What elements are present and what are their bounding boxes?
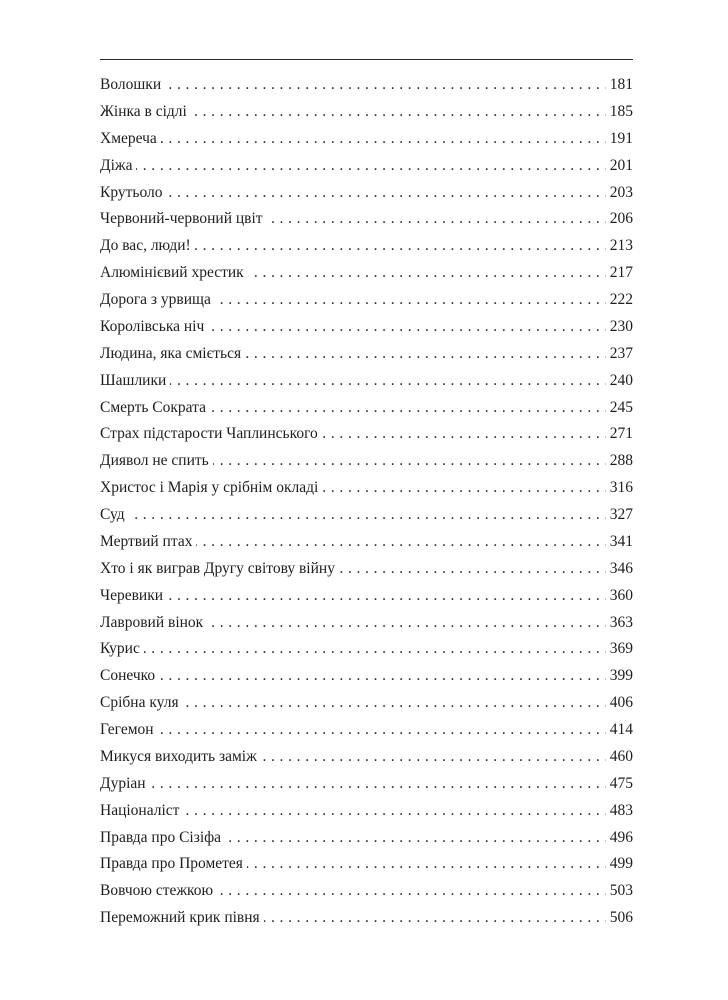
toc-entry-title: . . . Срібна куля [100,690,183,717]
toc-entry-page: 203 [606,180,633,207]
toc-entry-page: 185 [606,99,633,126]
toc-entry [100,610,633,637]
toc-entry-title: . . . Алюмінієвий хрестик [100,260,248,287]
toc-entry-page: 230 [606,314,633,341]
toc-entry-page: 316 [606,475,633,502]
toc-entry [100,153,633,180]
toc-entry [100,421,633,448]
toc-entry [100,690,633,717]
table-of-contents [100,72,633,932]
toc-entry-title: . . . Диявол не спить [100,448,213,475]
toc-entry [100,368,633,395]
toc-entry-page: 245 [606,395,633,422]
toc-entry-title: . . . Дорога з урвища [100,287,215,314]
toc-entry-title: . . . Мертвий птах [100,529,196,556]
toc-entry-page: 369 [606,636,633,663]
toc-entry-title: . . . Діжа [100,153,136,180]
toc-entry-title: . . . Суд [100,502,129,529]
toc-entry-page: 288 [606,448,633,475]
toc-entry-title: . . . Людина, яка сміється [100,341,245,368]
toc-entry-title: . . . Лавровий вінок [100,610,207,637]
toc-entry-title: . . . Христос і Марія у срібнім окладі [100,475,322,502]
toc-entry-page: 341 [606,529,633,556]
toc-entry [100,206,633,233]
toc-entry-page: 414 [606,717,633,744]
toc-entry-page: 191 [606,126,633,153]
toc-entry [100,475,633,502]
toc-entry-page: 240 [606,368,633,395]
toc-entry [100,72,633,99]
toc-entry [100,717,633,744]
toc-entry-title: . . . Дуріан [100,771,150,798]
toc-entry-title: . . . Смерть Сократа [100,395,210,422]
toc-entry-title: . . . Хмереча [100,126,161,153]
toc-entry [100,448,633,475]
toc-entry [100,636,633,663]
toc-entry [100,771,633,798]
toc-entry [100,502,633,529]
toc-entry-page: 363 [606,610,633,637]
toc-entry-page: 460 [606,744,633,771]
toc-entry-page: 475 [606,771,633,798]
toc-entry-page: 503 [606,878,633,905]
toc-entry-page: 181 [606,72,633,99]
toc-entry-title: . . . Шашлики [100,368,170,395]
toc-entry-title: . . . Жінка в сідлі [100,99,191,126]
toc-entry [100,663,633,690]
toc-entry-page: 271 [606,421,633,448]
toc-entry-page: 346 [606,556,633,583]
toc-entry [100,744,633,771]
toc-entry [100,314,633,341]
toc-entry-title: . . . Волошки [100,72,165,99]
toc-entry [100,287,633,314]
toc-entry-page: 399 [606,663,633,690]
toc-entry [100,341,633,368]
toc-entry-page: 213 [606,233,633,260]
toc-entry-page: 222 [606,287,633,314]
toc-entry [100,126,633,153]
toc-entry-title: . . . Гегемон [100,717,158,744]
toc-entry [100,556,633,583]
toc-entry-title: . . . Крутьоло [100,180,167,207]
toc-entry [100,395,633,422]
toc-entry [100,260,633,287]
toc-entry [100,905,633,932]
toc-entry-title: . . . Королівська ніч [100,314,208,341]
toc-entry [100,798,633,825]
toc-entry-title: . . . Переможний крик півня [100,905,264,932]
toc-entry-page: 327 [606,502,633,529]
toc-entry-page: 206 [606,206,633,233]
toc-entry-title: . . . Правда про Сізіфа [100,825,225,852]
toc-entry-page: 237 [606,341,633,368]
toc-entry-page: 483 [606,798,633,825]
toc-entry [100,233,633,260]
toc-entry-title: . . . Націоналіст [100,798,183,825]
toc-entry-title: . . . Микуся виходить заміж [100,744,261,771]
toc-entry-page: 217 [606,260,633,287]
toc-entry-page: 499 [606,851,633,878]
toc-entry [100,851,633,878]
toc-entry [100,583,633,610]
toc-entry [100,99,633,126]
toc-entry-title: . . . Правда про Прометея [100,851,247,878]
toc-entry-page: 506 [606,905,633,932]
toc-entry [100,529,633,556]
toc-entry-page: 406 [606,690,633,717]
toc-entry-title: . . . До вас, люди! [100,233,195,260]
toc-entry-title: . . . Черевики [100,583,167,610]
toc-entry-title: . . . Страх підстарости Чаплинського [100,421,322,448]
toc-entry [100,825,633,852]
toc-entry [100,878,633,905]
toc-entry-page: 201 [606,153,633,180]
toc-entry-title: . . . Курис [100,636,144,663]
toc-entry-title: . . . Хто і як виграв Другу світову війну [100,556,339,583]
toc-entry [100,180,633,207]
toc-entry-title: . . . Сонечко [100,663,159,690]
toc-entry-page: 496 [606,825,633,852]
toc-entry-page: 360 [606,583,633,610]
toc-entry-title: . . . Червоний-червоний цвіт [100,206,267,233]
toc-entry-title: . . . Вовчою стежкою [100,878,217,905]
header-rule [100,59,633,60]
